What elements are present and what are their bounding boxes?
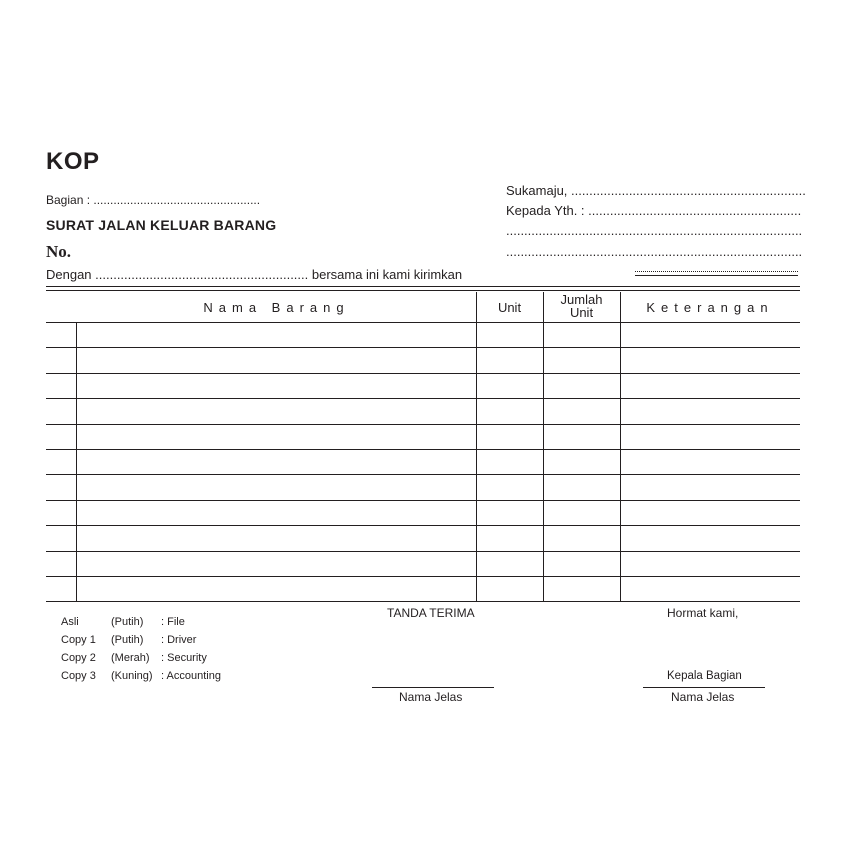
col-unit: Unit xyxy=(497,300,522,315)
table-row xyxy=(46,347,800,348)
kepala-bagian-label: Kepala Bagian xyxy=(667,670,742,682)
copy-dest: : Driver xyxy=(161,634,197,646)
table-row xyxy=(46,373,800,374)
hormat-kami-label: Hormat kami, xyxy=(667,606,739,620)
column-divider xyxy=(543,292,544,601)
signature-line-left xyxy=(372,687,494,688)
copy-label: Copy 2 xyxy=(61,652,96,664)
col-jumlah-line1: Jumlah xyxy=(560,292,603,307)
table-row xyxy=(46,474,800,475)
kop-heading: KOP xyxy=(46,148,100,175)
copy-dest: : File xyxy=(161,616,185,628)
table-row xyxy=(46,551,800,552)
copy-color: (Putih) xyxy=(111,616,144,628)
col-jumlah-unit xyxy=(543,293,620,319)
table-top-rule xyxy=(46,286,800,287)
table-row xyxy=(46,500,800,501)
dotted-line xyxy=(635,271,798,272)
address-line-2: .................................................................................. xyxy=(506,244,803,259)
kepada-field: Kepada Yth. : ........................................................... xyxy=(506,203,802,218)
col-keterangan: Keterangan xyxy=(646,300,774,315)
nama-jelas-right: Nama Jelas xyxy=(671,690,735,704)
signature-line-right xyxy=(643,687,765,688)
column-divider xyxy=(76,322,77,601)
copy-color: (Putih) xyxy=(111,634,144,646)
tanda-terima-label: TANDA TERIMA xyxy=(387,606,475,620)
table-row xyxy=(46,525,800,526)
copy-label: Copy 3 xyxy=(61,670,96,682)
column-divider xyxy=(620,292,621,601)
table-row xyxy=(46,398,800,399)
copy-dest: : Accounting xyxy=(161,670,221,682)
dengan-field: Dengan ........................................................... bersama ini kami kirimkan xyxy=(46,267,463,282)
bagian-field: Bagian : .................................................. xyxy=(46,193,261,207)
copy-dest: : Security xyxy=(161,652,207,664)
table-row xyxy=(46,576,800,577)
col-nama-barang: Nama Barang xyxy=(203,300,350,315)
copy-color: (Kuning) xyxy=(111,670,153,682)
copy-label: Copy 1 xyxy=(61,634,96,646)
copy-color: (Merah) xyxy=(111,652,150,664)
underline xyxy=(635,275,798,276)
copy-label: Asli xyxy=(61,616,79,628)
table-top-rule-2 xyxy=(46,290,800,291)
form-title: SURAT JALAN KELUAR BARANG xyxy=(46,217,277,233)
number-label: No. xyxy=(46,242,72,261)
table-row xyxy=(46,449,800,450)
table-row xyxy=(46,601,800,602)
address-line-1: .................................................................................. xyxy=(506,223,803,238)
header-bottom-rule xyxy=(46,322,800,323)
table-row xyxy=(46,424,800,425)
column-divider xyxy=(476,292,477,601)
col-jumlah-line2: Unit xyxy=(569,305,594,320)
sukamaju-field: Sukamaju, ................................................................. xyxy=(506,183,806,198)
nama-jelas-left: Nama Jelas xyxy=(399,690,463,704)
